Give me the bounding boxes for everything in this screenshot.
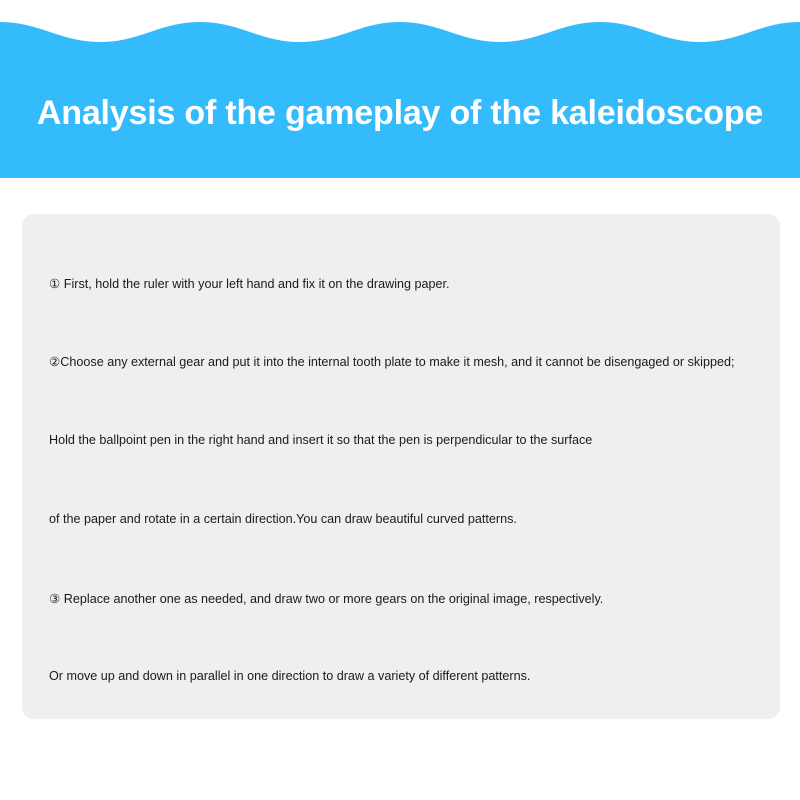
instruction-step-2-detail: Hold the ballpoint pen in the right hand and insert it so that the pen is perpendicular to the surface [49, 433, 593, 447]
instruction-step-1: ① First, hold the ruler with your left hand and fix it on the drawing paper. [49, 277, 450, 291]
instruction-step-3: ③ Replace another one as needed, and draw two or more gears on the original image, respectively. [49, 592, 604, 606]
instruction-step-3-detail: Or move up and down in parallel in one direction to draw a variety of different patterns. [49, 669, 531, 683]
page-title: Analysis of the gameplay of the kaleidoscope [36, 94, 764, 132]
instruction-step-2-continued: of the paper and rotate in a certain direction.You can draw beautiful curved patterns. [49, 512, 517, 526]
wavy-header-banner [0, 0, 800, 178]
wave-shape [0, 0, 800, 178]
instruction-step-2: ②Choose any external gear and put it into the internal tooth plate to make it mesh, and it cannot be disengaged or skipped; [49, 355, 735, 369]
